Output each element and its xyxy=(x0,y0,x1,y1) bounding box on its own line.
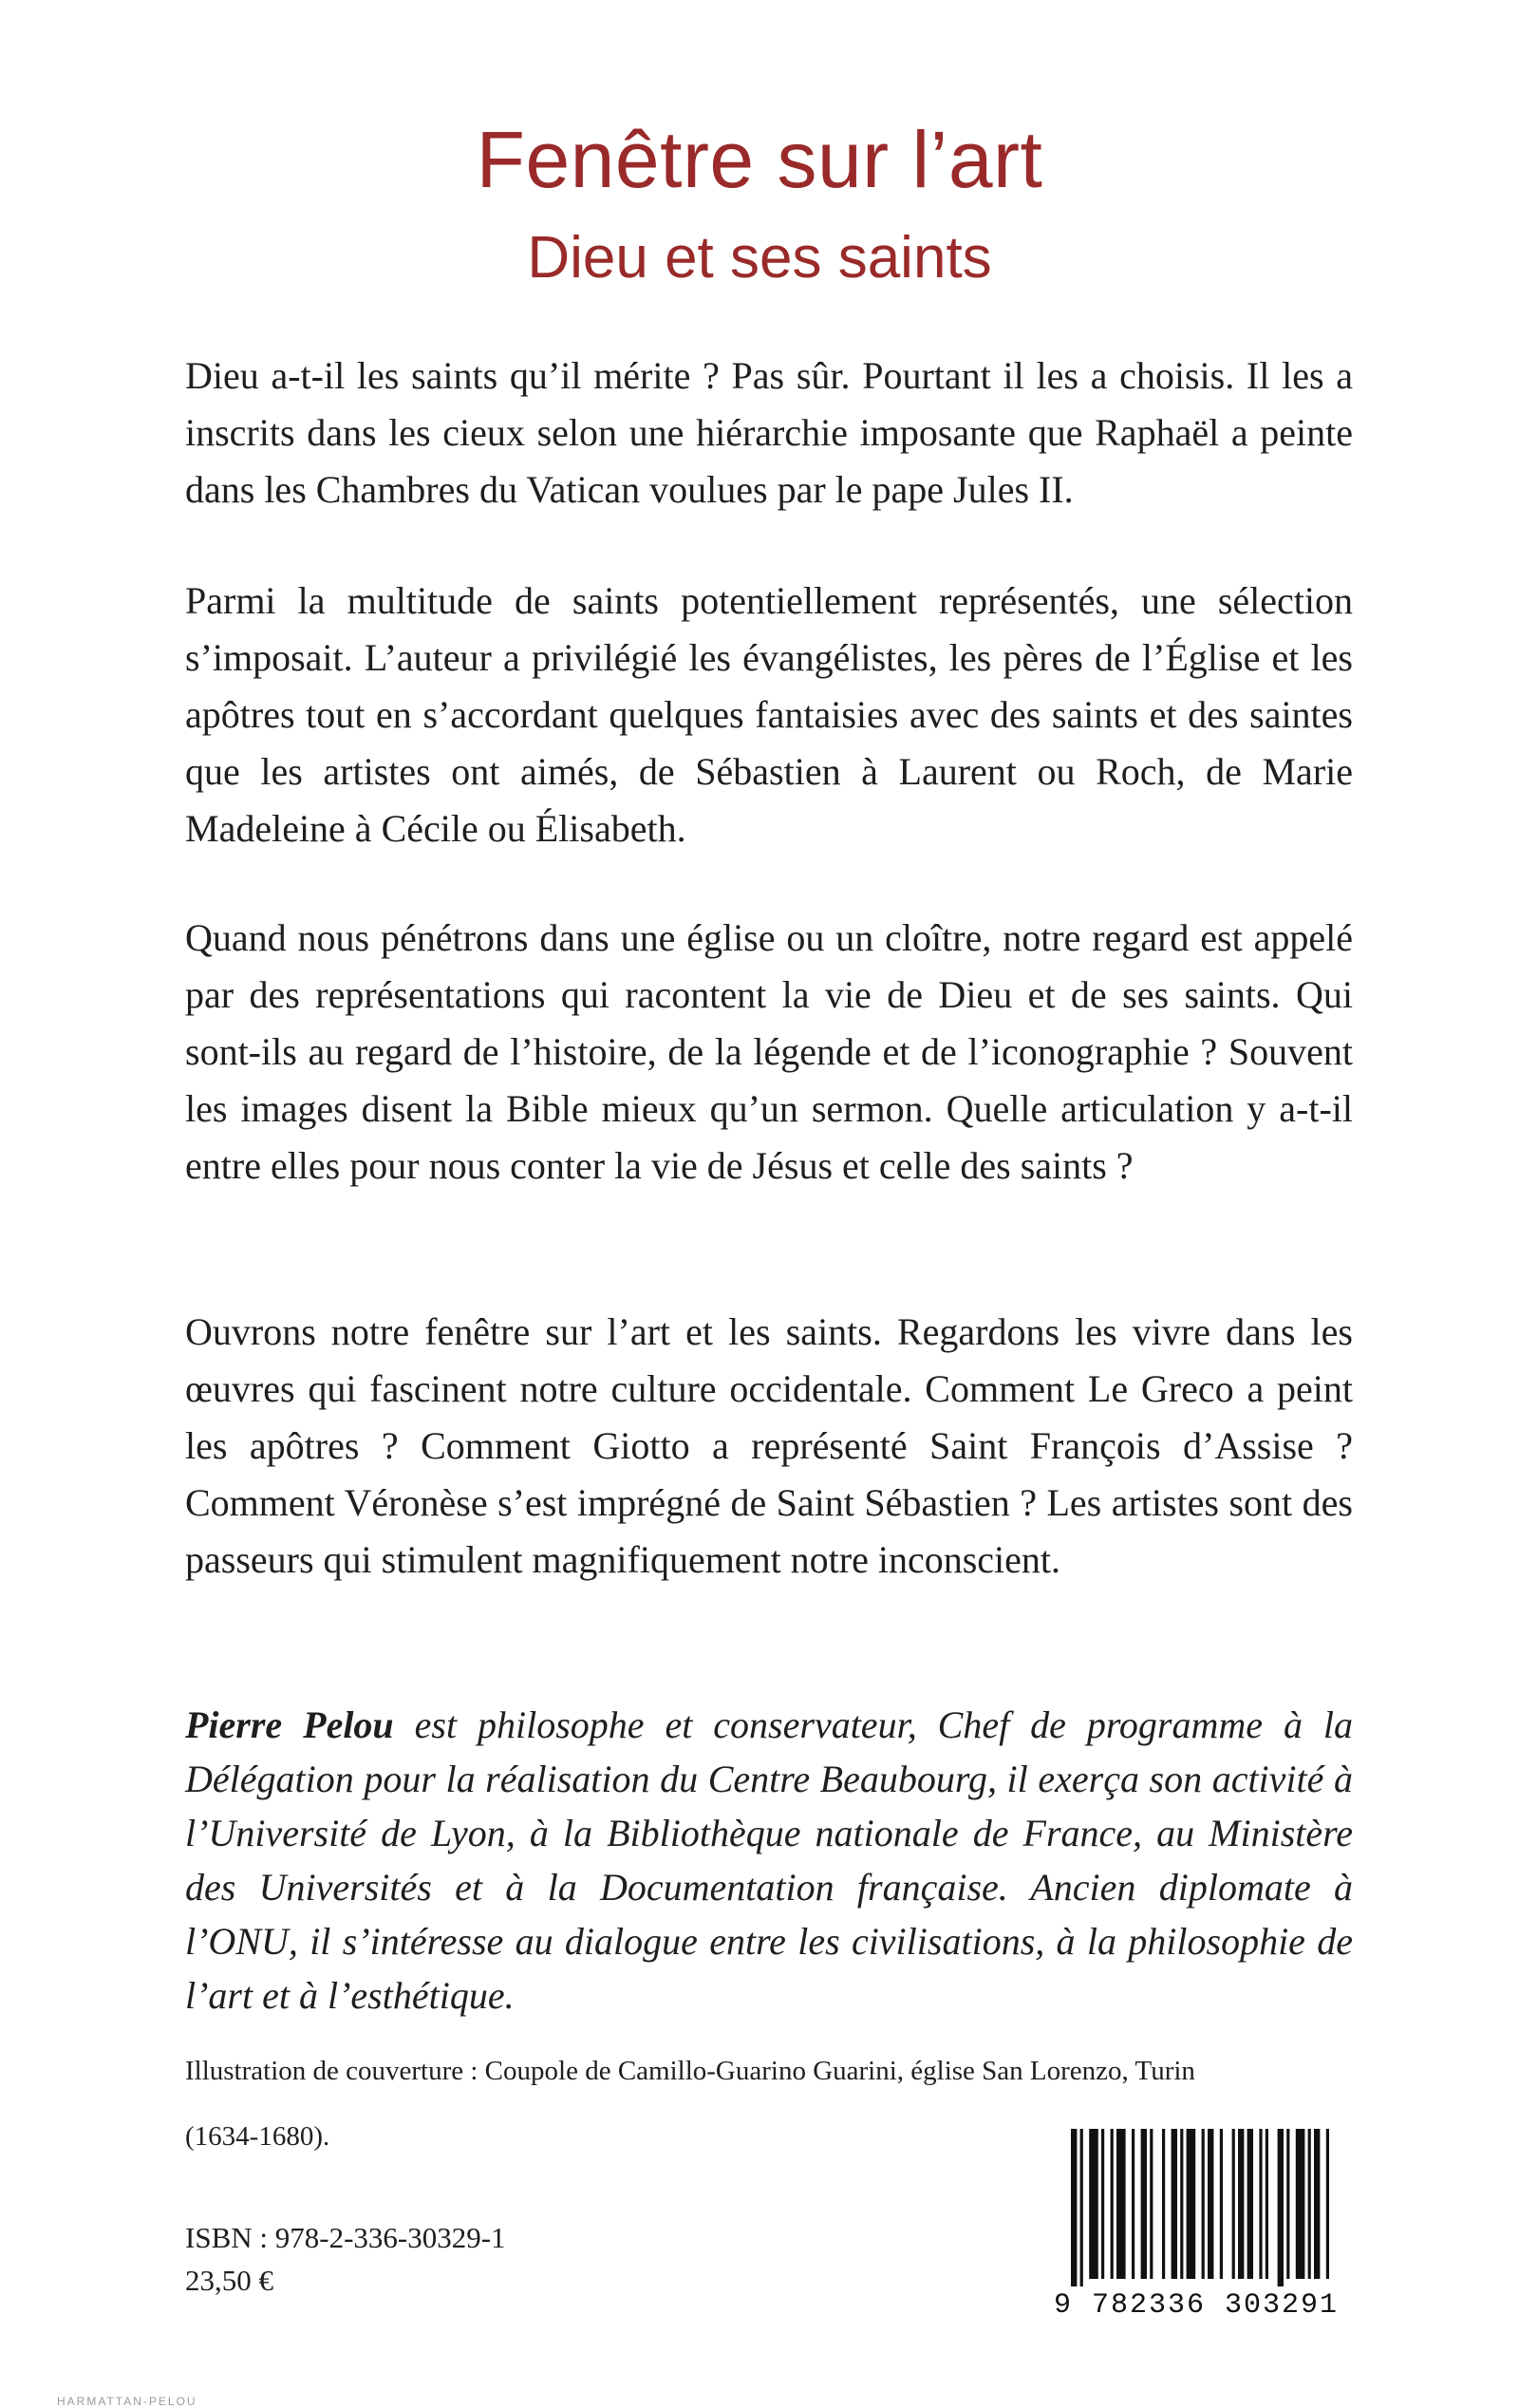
barcode-bars xyxy=(1071,2129,1329,2286)
barcode-bar xyxy=(1141,2129,1147,2279)
barcode-bar xyxy=(1080,2129,1083,2286)
barcode-bar xyxy=(1238,2129,1244,2279)
barcode-bar xyxy=(1326,2129,1329,2279)
footer-bar xyxy=(0,2393,1519,2406)
barcode-bar xyxy=(1111,2129,1114,2279)
barcode xyxy=(1054,2129,1339,2317)
illustration-credit-dates: (1634-1680). xyxy=(185,2121,330,2152)
barcode-bar xyxy=(1187,2129,1196,2279)
price: 23,50 € xyxy=(185,2264,273,2297)
author-bio-text: est philosophe et conservateur, Chef de programme à la Délégation pour la réalisation du Centre Beaubourg, il exerça son activité à l’Université de Lyon, à la Bibliothèque nationale de France, au Ministère des Universités et à la Documentation française. Ancien diplomate à l’ONU, il s’intéresse au dialogue entre les civilisations, à la philosophie de l’art et à l’esthétique. xyxy=(185,1703,1353,2017)
book-subtitle: Dieu et ses saints xyxy=(527,225,992,291)
barcode-bar xyxy=(1247,2129,1253,2279)
paragraph-1: Dieu a-t-il les saints qu’il mérite ? Pas sûr. Pourtant il les a choisis. Il les a inscrits dans les cieux selon une hiérarchie imposante que Raphaël a peinte dans les Chambres du Vatican voulues par le pape Jules II. xyxy=(185,354,1353,511)
paragraph-3: Quand nous pénétrons dans une église ou un cloître, notre regard est appelé par des représentations qui racontent la vie de Dieu et de ses saints. Qui sont-ils au regard de l’histoire, de la légende et de l’iconographie ? Souvent les images disent la Bible mieux qu’un sermon. Quelle articulation y a-t-il entre elles pour nous conter la vie de Jésus et celle des saints ? xyxy=(185,916,1353,1187)
isbn-number: ISBN : 978-2-336-30329-1 xyxy=(185,2221,506,2254)
barcode-bar xyxy=(1266,2129,1268,2279)
barcode-bar xyxy=(1259,2129,1262,2279)
book-title: Fenêtre sur l’art xyxy=(476,115,1043,204)
barcode-bar xyxy=(1278,2129,1284,2286)
barcode-bar xyxy=(1162,2129,1165,2279)
illustration-credit: Illustration de couverture : Coupole de Camillo-Guarino Guarini, église San Lorenzo, Turin xyxy=(185,2056,1195,2086)
barcode-bar xyxy=(1180,2129,1183,2279)
footer-text: HARMATTAN-PELOU xyxy=(57,2395,197,2408)
barcode-bar xyxy=(1202,2129,1205,2279)
barcode-bar xyxy=(1116,2129,1126,2279)
barcode-bar xyxy=(1089,2129,1098,2279)
barcode-bar xyxy=(1308,2129,1311,2279)
paragraph-2: Parmi la multitude de saints potentiellement représentés, une sélection s’imposait. L’auteur a privilégié les évangélistes, les pères de l’Église et les apôtres tout en s’accordant quelques fantaisies avec des saints et des saintes que les artistes ont aimés, de Sébastien à Laurent ou Roch, de Marie Madeleine à Cécile ou Élisabeth. xyxy=(185,579,1353,850)
author-bio xyxy=(185,1698,1353,2022)
barcode-bar xyxy=(1208,2129,1213,2279)
barcode-bar xyxy=(1172,2129,1177,2279)
barcode-bar xyxy=(1296,2129,1305,2279)
barcode-bar xyxy=(1314,2129,1320,2279)
author-name: Pierre Pelou xyxy=(185,1703,394,1746)
barcode-bar xyxy=(1286,2129,1289,2279)
paragraph-4: Ouvrons notre fenêtre sur l’art et les saints. Regardons les vivre dans les œuvres qui fascinent notre culture occidentale. Comment Le Greco a peint les apôtres ? Comment Giotto a représenté Saint François d’Assise ? Comment Véronèse s’est imprégné de Saint Sébastien ? Les artistes sont des passeurs qui stimulent magnifiquement notre inconscient. xyxy=(185,1310,1353,1581)
barcode-bar xyxy=(1101,2129,1104,2279)
barcode-bar xyxy=(1150,2129,1153,2279)
barcode-bar xyxy=(1232,2129,1235,2279)
barcode-bar xyxy=(1071,2129,1077,2286)
barcode-bar xyxy=(1132,2129,1135,2279)
barcode-bar xyxy=(1220,2129,1223,2279)
barcode-digits: 9 782336 303291 xyxy=(1054,2289,1339,2317)
